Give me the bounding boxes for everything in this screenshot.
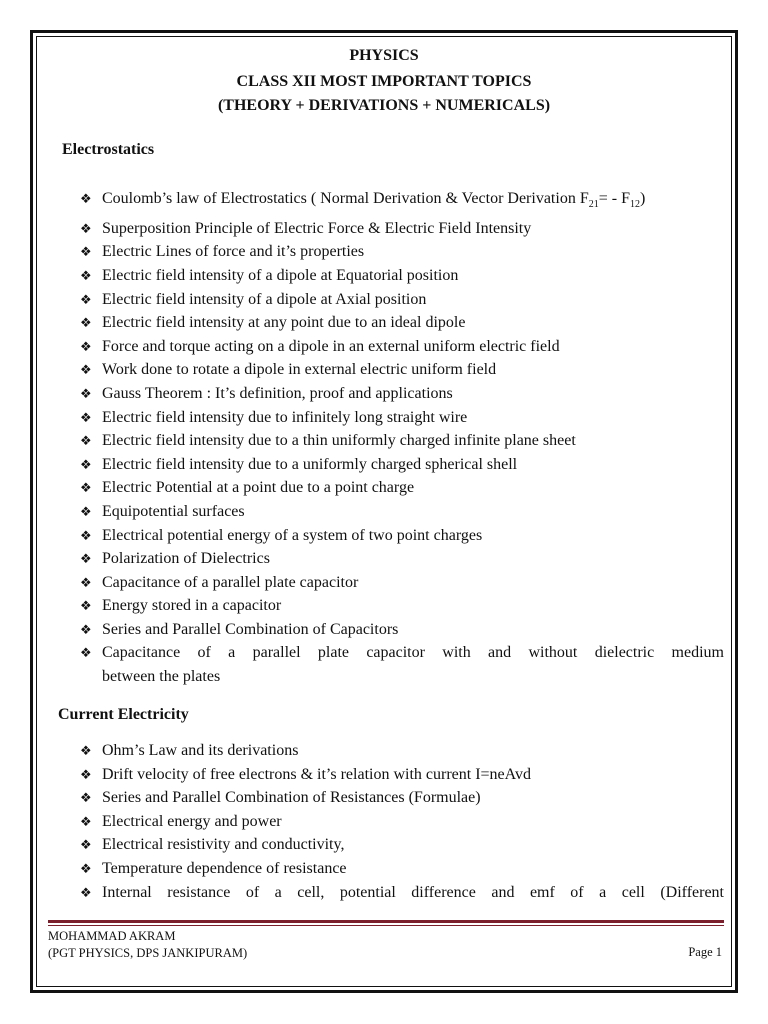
list-item: [80, 547, 724, 571]
list-item-text: Energy stored in a capacitor: [102, 597, 282, 615]
diamond-bullet-icon: ❖: [80, 790, 92, 806]
section-title-electrostatics: Electrostatics: [62, 141, 155, 158]
list-item-text: Electric Lines of force and it’s properties: [102, 243, 365, 261]
list-item-text: Capacitance of a parallel plate capacitor: [102, 573, 359, 591]
diamond-bullet-icon: ❖: [80, 267, 92, 283]
document-title: PHYSICS: [349, 47, 419, 64]
list-item: [80, 500, 724, 524]
diamond-bullet-icon: ❖: [80, 598, 92, 614]
diamond-bullet-icon: ❖: [80, 244, 92, 260]
list-item: [80, 594, 724, 618]
diamond-bullet-icon: ❖: [80, 551, 92, 567]
list-item-text: Coulomb’s law of Electrostatics ( Normal Derivation & Vector Derivation $F_{21}= - F_{12}$): [102, 190, 646, 211]
diamond-bullet-icon: ❖: [80, 433, 92, 449]
list-item-text-continued: between the plates: [102, 668, 221, 686]
list-item: [80, 187, 724, 217]
footer-affiliation: (PGT PHYSICS, DPS JANKIPURAM): [48, 946, 248, 960]
list-item-text: Electric field intensity of a dipole at Axial position: [102, 290, 427, 308]
diamond-bullet-icon: ❖: [80, 743, 92, 758]
list-item-text: Electrical resistivity and conductivity,: [102, 836, 345, 854]
list-item: [80, 763, 724, 787]
diamond-bullet-icon: ❖: [80, 766, 92, 782]
list-item-text: Internal resistance of a cell, potential difference and emf of a cell (Different: [102, 883, 724, 901]
list-item-text: Drift velocity of free electrons & it’s relation with current I=neAvd: [102, 765, 532, 783]
document-subtitle: CLASS XII MOST IMPORTANT TOPICS: [236, 73, 532, 90]
list-item-text: Series and Parallel Combination of Capacitors: [102, 620, 399, 638]
list-item: [80, 641, 724, 688]
list-item-text: Electric field intensity due to infinitely long straight wire: [102, 408, 468, 426]
list-item-text: Polarization of Dielectrics: [102, 550, 270, 568]
footer-divider: [48, 920, 724, 923]
diamond-bullet-icon: ❖: [80, 480, 92, 496]
list-item: [80, 618, 724, 642]
diamond-bullet-icon: ❖: [80, 409, 92, 425]
list-item: [80, 406, 724, 430]
list-item-text: Electrical potential energy of a system of two point charges: [102, 526, 483, 544]
list-item: [80, 382, 724, 406]
footer-author: MOHAMMAD AKRAM: [48, 929, 176, 943]
diamond-bullet-icon: ❖: [80, 291, 92, 307]
list-item-text: Work done to rotate a dipole in external electric uniform field: [102, 361, 497, 379]
list-item: [80, 857, 724, 881]
list-item-text: Electric field intensity due to a uniformly charged spherical shell: [102, 455, 518, 473]
footer-divider-thin: [48, 925, 724, 926]
diamond-bullet-icon: ❖: [80, 860, 92, 876]
list-item-text: Electric Potential at a point due to a point charge: [102, 479, 415, 497]
list-item-text: Equipotential surfaces: [102, 502, 245, 520]
diamond-bullet-icon: ❖: [80, 315, 92, 331]
list-item: [80, 453, 724, 477]
list-item-text: Electric field intensity of a dipole at Equatorial position: [102, 266, 459, 284]
list-item: [80, 476, 724, 500]
electrostatics-topic-list: [80, 187, 724, 689]
list-item: [80, 524, 724, 548]
diamond-bullet-icon: ❖: [80, 220, 92, 236]
list-item: [80, 217, 724, 241]
diamond-bullet-icon: ❖: [80, 338, 92, 354]
diamond-bullet-icon: ❖: [80, 527, 92, 543]
document-subtitle-2: (THEORY + DERIVATIONS + NUMERICALS): [217, 97, 551, 114]
list-item: [80, 264, 724, 288]
diamond-bullet-icon: ❖: [80, 884, 92, 900]
list-item-text: Electrical energy and power: [102, 812, 282, 830]
list-item: [80, 311, 724, 335]
page-number: Page 1: [688, 945, 722, 959]
diamond-bullet-icon: ❖: [80, 574, 92, 590]
list-item-text: Gauss Theorem : It’s definition, proof and applications: [102, 384, 453, 402]
list-item: [80, 881, 724, 905]
list-item: [80, 810, 724, 834]
list-item-text: Electric field intensity at any point due to an ideal dipole: [102, 314, 466, 332]
diamond-bullet-icon: ❖: [80, 813, 92, 829]
footer-author-block: [48, 928, 247, 962]
list-item: [80, 571, 724, 595]
list-item: [80, 288, 724, 312]
diamond-bullet-icon: ❖: [80, 385, 92, 401]
diamond-bullet-icon: ❖: [80, 456, 92, 472]
list-item-text: Ohm’s Law and its derivations: [102, 742, 299, 759]
list-item-text: Electric field intensity due to a thin uniformly charged infinite plane sheet: [102, 432, 576, 450]
current-electricity-topic-list: [80, 739, 724, 904]
list-item: [80, 358, 724, 382]
list-item-text: Temperature dependence of resistance: [102, 859, 347, 877]
list-item: [80, 833, 724, 857]
list-item: [80, 335, 724, 359]
diamond-bullet-icon: ❖: [80, 191, 92, 206]
diamond-bullet-icon: ❖: [80, 621, 92, 637]
list-item-text: Superposition Principle of Electric Force & Electric Field Intensity: [102, 219, 532, 237]
list-item: [80, 429, 724, 453]
diamond-bullet-icon: ❖: [80, 503, 92, 519]
list-item-text: Capacitance of a parallel plate capacitor with and without dielectric medium: [102, 644, 724, 662]
diamond-bullet-icon: ❖: [80, 362, 92, 378]
list-item: [80, 739, 724, 763]
diamond-bullet-icon: ❖: [80, 645, 92, 661]
list-item-text: Force and torque acting on a dipole in an external uniform electric field: [102, 337, 560, 355]
section-title-current-electricity: Current Electricity: [58, 706, 189, 723]
list-item: [80, 786, 724, 810]
diamond-bullet-icon: ❖: [80, 837, 92, 853]
list-item: [80, 240, 724, 264]
list-item-text: Series and Parallel Combination of Resistances (Formulae): [102, 789, 481, 807]
